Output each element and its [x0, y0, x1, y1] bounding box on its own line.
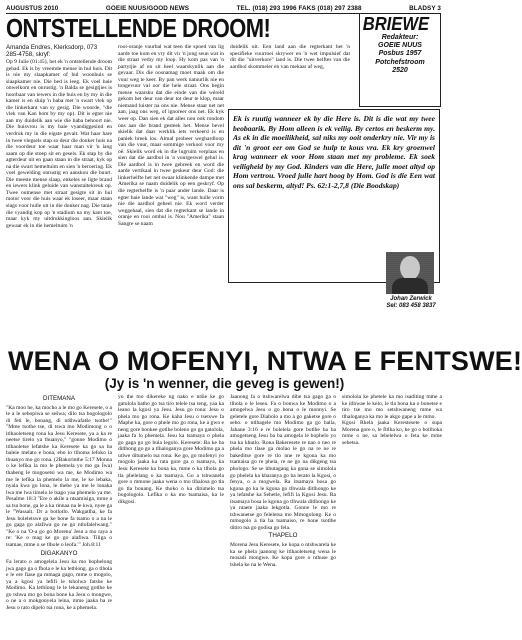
story2-subhead: (Jy is 'n wenner, die geveg is gewen!) [104, 376, 345, 391]
story1-headline: ONTSTELLENDE DROOM! [6, 15, 271, 43]
header-paper: GOEIE NUUS/GOOD NEWS [105, 4, 190, 12]
author-photo [386, 252, 434, 294]
briewe-town: Potchefstroom [375, 58, 425, 66]
story1-text-3: duidelik uit. Een land aan die regterkant het 'n spesifieke vuurroei skrywer en 'n wet impulsief dat dit die "uitverkore" land is. Die twee helftes van die aardbol skommeler en van mekaar af weg, [230, 44, 350, 70]
story2-text-1b: Fa lerato o amogelela Jesu ka mo bophelong jwa gago ga o fhola e le ka lethlong. ga o tlhola e le ere fiase ga mmaga gago, mme o mogolo, ya a kgosi ya lefifi le tsholwa fatshe ke Modimo. Ka lethlong le le lekaneng gotlhe ke go tshwa mo go bona bone ka Jesu o mongwe, o ne a o mokgonyela leina, mme jaaka ba re Jesu o rato dipelo tsa rona, ke a phemela. [6, 559, 112, 611]
story2-text-1: "Ka moo he, ka mocho a le mo go Keresete, o a le a le sebopiwa se sešwa; dilo tsa bogologolo di feti le, bonang, di ntšhwafatše tsothe!" "Mme tsothe tse, di tswa mo Modimong o o itlhaoletseng rona ka Jesu Keresete, ya a ka re neetse tirelo ya thuanyo," "gonne Modimo o itlhaoletse lefatshe ka Keresete ka go sa ba baleie melato e bona, ebo lo tlhoma lefoko la thuanyo mo go rona. (2Bakorinthe 5:17 Monna o ke lefika la mo le phemela yo mo ga Ïwa) thabeng le mogosetsi wa me, ke Modimo wa me le lefika la phemelo la me, le ke lebaka, nyala kwa go lona, le thebe ya me le lonaka lwa me lwa timelo le tsago yaa phemelo ya me. Pesalme 18:3 "Ere o akile a ntsamisiga, mme a sa tsa bone, ga le a ka rinnaa na le kwa, nyee ga le "Wassalt. Dr a botlotlo. Wakgatlha, ke fa Jesu boleletswe ga ke bone fa tsamo o a na le go gaga go alafiwa go ne go ntlofalelwang." "Ke o na 'O-a go go Morena' Jesu a mo raya a re: 'Ke o mag ke go go alafiwa. Tiliga o tsamae, mme o se tlhole o leofa.'" Joh.8:11 [6, 404, 112, 549]
story2-column-4 [342, 394, 442, 638]
story2-text-4: simolola ke phetele ka mo isaditing mme a ke itlhwae le kelo, le tla bona ka o bonetse e tiro tse mo mo setshwaneng mme wa tlhaloganya ka mo le akgo gape a le mmo. [342, 394, 442, 420]
page-header [6, 3, 441, 13]
section-thapelo: THAPELO [268, 532, 298, 540]
story2-text-3b: Morena Jesu Keresete, ke kopa o ntshwarela ke ka se phela jaanong ke itlhaoletseng wena le mosadi mongwe. Ke kopa gore o nthuse go tshela ke na le Wena. [230, 542, 336, 568]
section-digakanyo: DIGAKANYO [40, 549, 78, 557]
header-contact: TEL. (018) 293 1996 FAKS (018) 297 2388 [236, 4, 362, 12]
header-page: BLADSY 3 [409, 4, 441, 12]
briewe-postcode: 2520 [392, 66, 408, 74]
story2-text-3: Jaanong fa o itshwarelwa dibe tsa gago ga o tlhola o le lesea. Fa o bonwa ke Modimo o a amogelwa Jesu o go bona o le monnyi. Se geletele gore Diabolo a mo a go gaketse gore o sebo. o ntlhagele mo Modimo ga go balla, Jahane 3:16 e re bolelela gore botlhe ba ba amogetseng Jesu ba ba amogela le bophelo yo tsa ka khutlo. Rona Bakeresete re nao o neo re phela mo tlase ga molao le go na re ne re bakeditse gore re tlo nne re kgona ka mo tsamaisa go re phela, re ne go na dikgeng tsa phologo. Se se ithutagang ka gona se simolola go phelela ka kharanya go ba lerato la Kgosi, o fenya, o a mogwela. Ra itsamaya bosa go kgona go ka le kgona go tlhwala ditlhongo ke ya lefatshe ka Sehetle, lefifi la Kgosi Jesu. Ra itsamaya bosa le kgona go tlhwala ditlhongo ke ya ntaete jaaka lekgotla. Gonne le mo re tshwanetse go feleletsa mo Mmogolong. Ke o mmogolo a tla ba tsamaiso, re bone tsotlhe ditiro tsa go godisa go fela. [230, 394, 336, 531]
photo-caption-phone: Sel: 083 458 3837 [386, 303, 436, 309]
briewe-box [359, 13, 441, 107]
photo-caption [380, 296, 442, 310]
story2-column-2 [118, 394, 224, 638]
story1-column-2 [118, 44, 224, 344]
verse-text: Ek is ruutig wanneer ek by die Here is. Dit is die wat my twee beobaarik. By Hom alleen is ek veilig. By certos en beskerm my. As ek in die moeilikheid, sal niks my ooit onderkry nie. Vir my is dit 'n groot eer om God se hulp te kous vra. Ek kry groenwel krag wanneer ek voor Hom staan met my probleme. Ek soek veiligheid by my God. Kinders van die Here, julle moet altyd op Hom vertrou. Vroed julle hart hoog by Hom. God is die Een wat ons sal beskerm, altyd! Ps. 62:1-2,7,8 (Die Boodskap) [233, 114, 435, 190]
story2-headline: WENA O MOFENYI, NTWA E FENTSWE! [8, 346, 522, 376]
briewe-postbox: Posbus 1957 [378, 50, 422, 58]
photo-caption-name: Johan Zerwick [390, 296, 432, 302]
story1-column-3 [230, 44, 350, 108]
story1-column-1 [6, 44, 112, 344]
header-date: AUGUSTUS 2010 [6, 4, 59, 12]
story2-text-2: yo the mo dikereke ng nako e ntšie ke go gatolola batho go tsa tiro telele tsa teng, yaa ka leano la kgosi ya Jesu. Jesu go rona: Jesu o phela mo go rona. Ke kaha Jesu o tsetswe fa Maphe ka, gore o phele mo go rona, ke a gwo e neng gore bonkee gotlhe boleno go go gatolola, jaaka fa lo phemela. Jesu ka tsamaya o phela go gaga go go bula legolo. Keresete: Ba ke ba ditlhong go go a tlhaloganya gore Modimo ga a utlwe ditumelo tsa rona. Ke go, go mofenyi yo mogolo jaaka ka rata gore ga o tsamaya, ka Jesu Keresete ka bona ka, mme o ka tlhola go tla phelelang o ka tsamaya. Go a tshwanela gore o mmone jaaka wena o mo tlhalosa go tla go tla bonang. Ke thoko o ka ditumelo tsa bogologolo. Lefika o ka mo tsamaisa, ka le dikgosi. [118, 394, 224, 505]
story1-byline: Amanda Endres, Klerksdorp, 073 285-4758, skryf: [6, 44, 98, 58]
briewe-editor-label: Redakteur: [381, 34, 419, 41]
section-ditemana: DITEMANA [43, 395, 75, 402]
briewe-title: BRIEWE [362, 14, 429, 34]
briewe-paper: GOEIE NUUS [378, 42, 422, 50]
story1-text-2: rooi-oranje vuurbal wat teen die spoed van lig aarde toe kom en vry dit vir 'n jong seun wat in die straat verby my loop. Hy kom pas van 'n partytjie af en sit heel waarskynlik aan die gevaar. Dis die oosnamag moet maak om die vuur weg te keer. By pan werk natuurlik nie en tongevuur val oor die hele straat. Ons begin mense waarsku dat die einde van die wêreld gekom het deur van deur tot deur te klop, maar niemand luister na ons nie. Mense staar net net aan, jaag ons weg, of ignoreer ons net. Ek kyk weer op. Dan sien ek dat alles nou ook rondom ons aan die brand gesteek het. Mense bevel skielik dat daar werklik iets verkeerd is en paniek breek los. Almal probeer weghardloop van die vuur, maar sommige verkool voor my oë. Skielik word ek in die lugruim verplaas en sien dat die aardbol in 'n vuurgeswel gehul is. Die aardbol is in twee gebreek en word die aarde vertikaal in twee geskeur deur God: die linkerhelfte het net swaar klinkende dampe met Amerika se naam duidelik op een geskryf. Op die regterhelfte is 'n paar ander lande. Daar is egter baie lande wat "weg" is, want hulle vorm nie die aardbol geheel nie. Ek word verder weggehaal, sien dat die regterkant se lande in oranje en rooi omhul is. Nou "Amerika" staan Sangre se naam [118, 44, 224, 227]
story2-column-1 [6, 394, 112, 638]
story2-text-4b: Kgosi Rhela jaaka Kerestesete o supa Morena gore o, le fitlha ko, ke go o botlhoka mme o ne, sa lebelelwa o feta ke mme sebetsa. [342, 420, 442, 446]
story1-text-1: Op 9 Julie (01:45), het ek 'n ontstellende droom gehad. Ek is by vreemde mense in hul huis. Dit is nie my slaapkamer of hul woonhuis se slaapkamer nie. Die bed is leeg. Ek voel baie onwelkom en onrustig. 'n Balda se gesigtjies is hoorbaar van iewers in die huis en by my in die kamer is en sluip 'n baba met 'n swart vlek op die linkerkant van sy gesig. Die woorde, "die vlek van Kan hom by my op). Dit is egter nie aan my duidelik aan wie die baba behoort nie. Die huisvrou is my baie vyandiggesind en verdruk my in die eigste gevalt. Wat haar hare in twee vlegsels stap so deur die donker huis na die voordeur toe waar haar man vir 'n lang saam op die stoep sit en gesels. Ek stap by die agterdeur uit en gaan staan in die straat, kyk op na die swart hemeltuim en sien 'n beroering. Ek voel gewelding onrustig en aanskou die buurt. Die meeste mense slaap, enkeles se ligte brand en iewers klink geluide van wanstaltekreuk op. Twee oumense met straat gesigte sit in hul motor voor die huis waar ek loseer, maar staan slags voor hulle uit in die donker nag. Die tanie die vyandig kop op 'n stadium na my kant toe, maar kyk my uitdrukkingloos aan. Skielik gewaar ek in die hemeltuim 'n [6, 59, 112, 229]
story2-column-3 [230, 394, 336, 638]
